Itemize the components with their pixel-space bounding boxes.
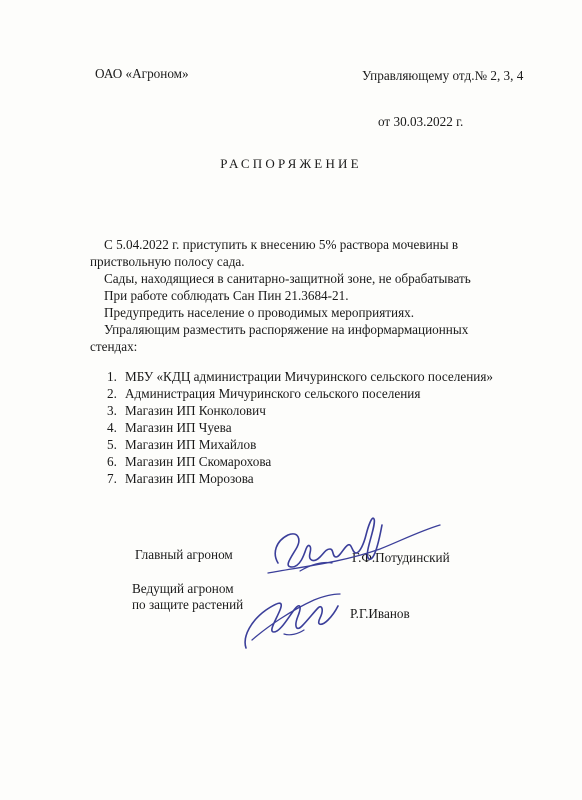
list-item: [107, 453, 493, 470]
list-item-number: 4.: [107, 420, 117, 435]
organization-name: ОАО «Агроном»: [95, 66, 189, 81]
chief-agronomist-role: Главный агроном: [135, 547, 233, 562]
list-item-text: Администрация Мичуринского сельского поселения: [125, 386, 421, 401]
lead-agronomist-name: Р.Г.Иванов: [350, 606, 410, 621]
list-item-number: 2.: [107, 386, 117, 401]
lead-agronomist-department: по защите растений: [132, 597, 244, 612]
list-item: [107, 368, 493, 385]
list-item-number: 6.: [107, 454, 117, 469]
body-line: Предупредить население о проводимых мероприятиях.: [104, 305, 415, 320]
list-item-text: Магазин ИП Конколович: [125, 403, 266, 418]
list-item-number: 7.: [107, 471, 117, 486]
list-item: [107, 436, 493, 453]
list-item-text: Магазин ИП Михайлов: [125, 437, 257, 452]
body-line: Сады, находящиеся в санитарно-защитной зоне, не обрабатывать: [104, 271, 471, 286]
lead-signature: [232, 570, 352, 660]
list-item: [107, 385, 493, 402]
list-item-number: 3.: [107, 403, 117, 418]
list-item: [107, 470, 493, 487]
list-item-number: 1.: [107, 369, 117, 384]
locations-list: [107, 368, 493, 487]
body-line: С 5.04.2022 г. приступить к внесению 5% раствора мочевины в: [104, 237, 459, 252]
document-title: РАСПОРЯЖЕНИЕ: [220, 156, 362, 171]
addressee: Управляющему отд.№ 2, 3, 4: [362, 68, 524, 83]
list-item-text: Магазин ИП Морозова: [125, 471, 254, 486]
list-item: [107, 419, 493, 436]
document-date: от 30.03.2022 г.: [378, 114, 464, 129]
body-line: При работе соблюдать Сан Пин 21.3684-21.: [104, 288, 349, 303]
list-item-text: Магазин ИП Скомарохова: [125, 454, 272, 469]
list-item-text: Магазин ИП Чуева: [125, 420, 232, 435]
body-line: приствольную полосу сада.: [90, 254, 245, 269]
lead-agronomist-role: Ведущий агроном: [132, 581, 234, 596]
chief-agronomist-name: Г.Ф.Потудинский: [352, 550, 450, 565]
list-item-text: МБУ «КДЦ администрации Мичуринского сельского поселения»: [125, 369, 493, 384]
body-line: Упраляющим разместить распоряжение на информармационных: [104, 322, 469, 337]
order-body: [90, 236, 530, 355]
list-item-number: 5.: [107, 437, 117, 452]
list-item: [107, 402, 493, 419]
body-line: стендах:: [90, 339, 138, 354]
